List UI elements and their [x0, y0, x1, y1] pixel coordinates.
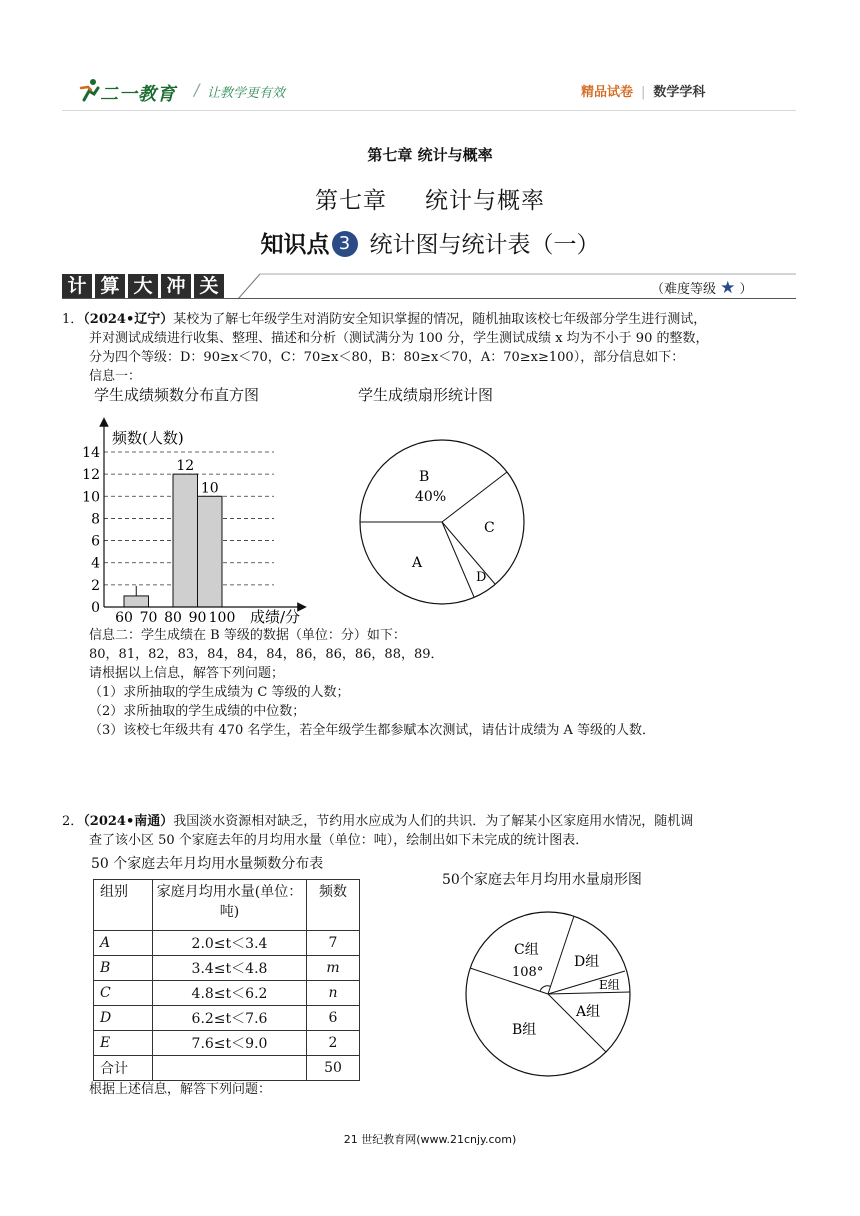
section-char: 计 [62, 274, 92, 299]
q1-data-line: 80，81，82，83，84，84，84，86，86，86，88，89． [89, 647, 444, 662]
table-caption: 50 个家庭去年月均用水量频数分布表 [91, 856, 324, 872]
q1-source: （2024•辽宁） [83, 312, 174, 327]
pie-label-d: D [476, 570, 487, 585]
table-cell-range: 2.0≤t＜3.4 [153, 931, 307, 956]
q2-number: 2． [62, 814, 84, 829]
table-header-amount [153, 880, 307, 931]
pie2-chart [462, 908, 634, 1080]
difficulty-close: ） [739, 282, 753, 297]
section-char: 大 [128, 274, 158, 299]
section-banner [62, 274, 227, 299]
question-1 [62, 310, 802, 386]
q2-line-2: 查了该小区 50 个家庭去年的月均用水量（单位：吨），绘制出如下未完成的统计图表． [89, 833, 589, 848]
q1-info-1: 信息一： [89, 369, 142, 384]
table-header-row [94, 880, 360, 931]
x-axis-label: 成绩/分 [250, 608, 301, 626]
pie2-divider [548, 992, 630, 994]
pie2-label-e: E组 [599, 978, 620, 992]
page-small-title: 第七章 统计与概率 [367, 146, 493, 164]
page-footer: 21 世纪教育网(www.21cnjy.com) [343, 1133, 517, 1146]
chapter-number: 第七章 [315, 188, 387, 214]
pie2-divider [548, 994, 606, 1052]
y-axis-label: 频数(人数) [112, 429, 184, 447]
q1-info-2: 信息二：学生成绩在 B 等级的数据（单位：分）如下： [89, 628, 406, 643]
table-cell-group: C [94, 981, 153, 1006]
table-cell-freq: 2 [307, 1031, 360, 1056]
table-cell-freq: n [307, 981, 360, 1006]
table-header-freq: 频数 [307, 880, 360, 931]
q1-sub-3: （3）该校七年级共有 470 名学生，若全年级学生都参赋本次测试，请估计成绩为 A 等级的人数． [89, 723, 656, 738]
table-cell-range: 7.6≤t＜9.0 [153, 1031, 307, 1056]
pie-divider [442, 472, 507, 522]
table-cell-group: D [94, 1006, 153, 1031]
q1-line-1 [62, 310, 802, 329]
section-char: 算 [95, 274, 125, 299]
q1-line-3: 分为四个等级：D：90≥x＜70，C：70≥x＜80，B：80≥x＜70，A：70≥x≥100），部分信息如下： [89, 350, 685, 365]
x-tick-label: 70 [139, 610, 158, 626]
pie2-label-b: B组 [512, 1022, 537, 1038]
chapter-topic: 统计与概率 [425, 188, 545, 214]
header-divider: | [641, 85, 646, 100]
header-subject [581, 81, 705, 100]
y-tick-label: 10 [82, 489, 100, 506]
table-cell-group: 合计 [94, 1056, 153, 1081]
table-cell-freq: 6 [307, 1006, 360, 1031]
histogram-chart [84, 416, 324, 628]
table-cell-range [153, 1056, 307, 1081]
table-cell-group: A [94, 931, 153, 956]
table-header-amount-2: 吨) [219, 904, 240, 920]
bar-data-label: 12 [176, 458, 195, 475]
chapter-title [0, 182, 860, 215]
y-tick-label: 6 [91, 533, 100, 550]
x-tick-label: 60 [115, 610, 133, 626]
q1-line-2: 并对测试成绩进行收集、整理、描述和分析（测试满分为 100 分，学生测试成绩 x 均为不小于 90 的整数， [89, 331, 709, 346]
histogram-bar [198, 496, 223, 607]
kp-topic: 统计图与统计表（一） [369, 232, 600, 258]
pie-divider [442, 522, 474, 597]
q2-source: （2024•南通） [83, 814, 174, 829]
table-cell-freq: 7 [307, 931, 360, 956]
table-row [94, 1031, 360, 1056]
pie2-divider [548, 916, 574, 994]
q1-prompt: 请根据以上信息，解答下列问题； [89, 666, 285, 681]
histogram-bar [124, 596, 149, 607]
table-header-group: 组别 [94, 880, 153, 931]
star-icon: ★ [720, 278, 736, 298]
q1-text-1: 某校为了解七年级学生对消防安全知识掌握的情况，随机抽取该校七年级部分学生进行测试， [173, 312, 707, 327]
frequency-table [93, 879, 360, 1081]
pie-caption: 学生成绩扇形统计图 [358, 386, 494, 404]
table-row [94, 956, 360, 981]
y-tick-label: 2 [91, 577, 100, 594]
brand-separator: / [194, 80, 200, 99]
question-2 [62, 812, 802, 850]
difficulty-label: （难度等级 [651, 282, 717, 297]
kp-number-badge: 3 [332, 231, 358, 257]
table-cell-range: 3.4≤t＜4.8 [153, 956, 307, 981]
header-label-subject: 数学学科 [653, 85, 706, 100]
table-cell-group: E [94, 1031, 153, 1056]
x-tick-label: 80 [164, 610, 182, 626]
q1-info-2-block [62, 626, 802, 740]
pie2-label-a: A组 [576, 1004, 601, 1020]
y-tick-label: 4 [91, 555, 100, 572]
section-char: 冲 [161, 274, 191, 299]
pie2-label-c: C组 [514, 942, 539, 958]
histogram-caption: 学生成绩频数分布直方图 [94, 386, 260, 404]
q2-line-1 [62, 812, 802, 831]
pie-value-b: 40% [415, 489, 447, 505]
difficulty-rating [651, 278, 753, 298]
brand-name: 二一教育 [100, 84, 176, 105]
q2-text-1: 我国淡水资源相对缺乏，节约用水应成为人们的共识．为了解某小区家庭用水情况，随机调 [173, 814, 694, 829]
y-tick-label: 0 [91, 600, 100, 616]
y-tick-label: 14 [82, 445, 100, 461]
pie-label-c: C [484, 520, 495, 536]
histogram-bar [173, 474, 198, 607]
pie-chart [356, 436, 528, 608]
brand-slogan: 让教学更有效 [207, 86, 286, 101]
table-cell-freq: m [307, 956, 360, 981]
header-rule [62, 110, 796, 111]
table-row [94, 981, 360, 1006]
q1-sub-2: （2）求所抽取的学生成绩的中位数； [89, 704, 306, 719]
y-tick-label: 8 [91, 511, 100, 528]
table-cell-range: 6.2≤t＜7.6 [153, 1006, 307, 1031]
pie2-caption: 50个家庭去年月均用水量扇形图 [442, 872, 642, 888]
bar-data-label: 10 [200, 480, 219, 497]
table-cell-range: 4.8≤t＜6.2 [153, 981, 307, 1006]
q2-tail: 根据上述信息，解答下列问题： [89, 1082, 272, 1097]
knowledge-point-title [0, 226, 860, 259]
y-tick-label: 12 [82, 467, 100, 484]
kp-prefix: 知识点 [260, 231, 330, 258]
pie2-label-d: D组 [574, 954, 600, 970]
pie2-angle-c: 108° [512, 965, 544, 980]
table-cell-freq: 50 [307, 1056, 360, 1081]
pie-label-a: A [412, 555, 423, 571]
table-row [94, 931, 360, 956]
pie-label-b: B [419, 469, 430, 485]
section-rule [62, 298, 796, 299]
header-label-quality: 精品试卷 [581, 85, 634, 100]
q1-sub-1: （1）求所抽取的学生成绩为 C 等级的人数； [89, 685, 350, 700]
x-tick-label: 100 [208, 610, 236, 626]
section-char: 关 [194, 274, 224, 299]
runner-logo-icon [78, 78, 102, 102]
q1-number: 1． [62, 312, 84, 327]
x-tick-label: 90 [188, 610, 207, 626]
table-row-total [94, 1056, 360, 1081]
table-header-amount-1: 家庭月均用水量(单位： [156, 884, 303, 900]
table-row [94, 1006, 360, 1031]
table-cell-group: B [94, 956, 153, 981]
